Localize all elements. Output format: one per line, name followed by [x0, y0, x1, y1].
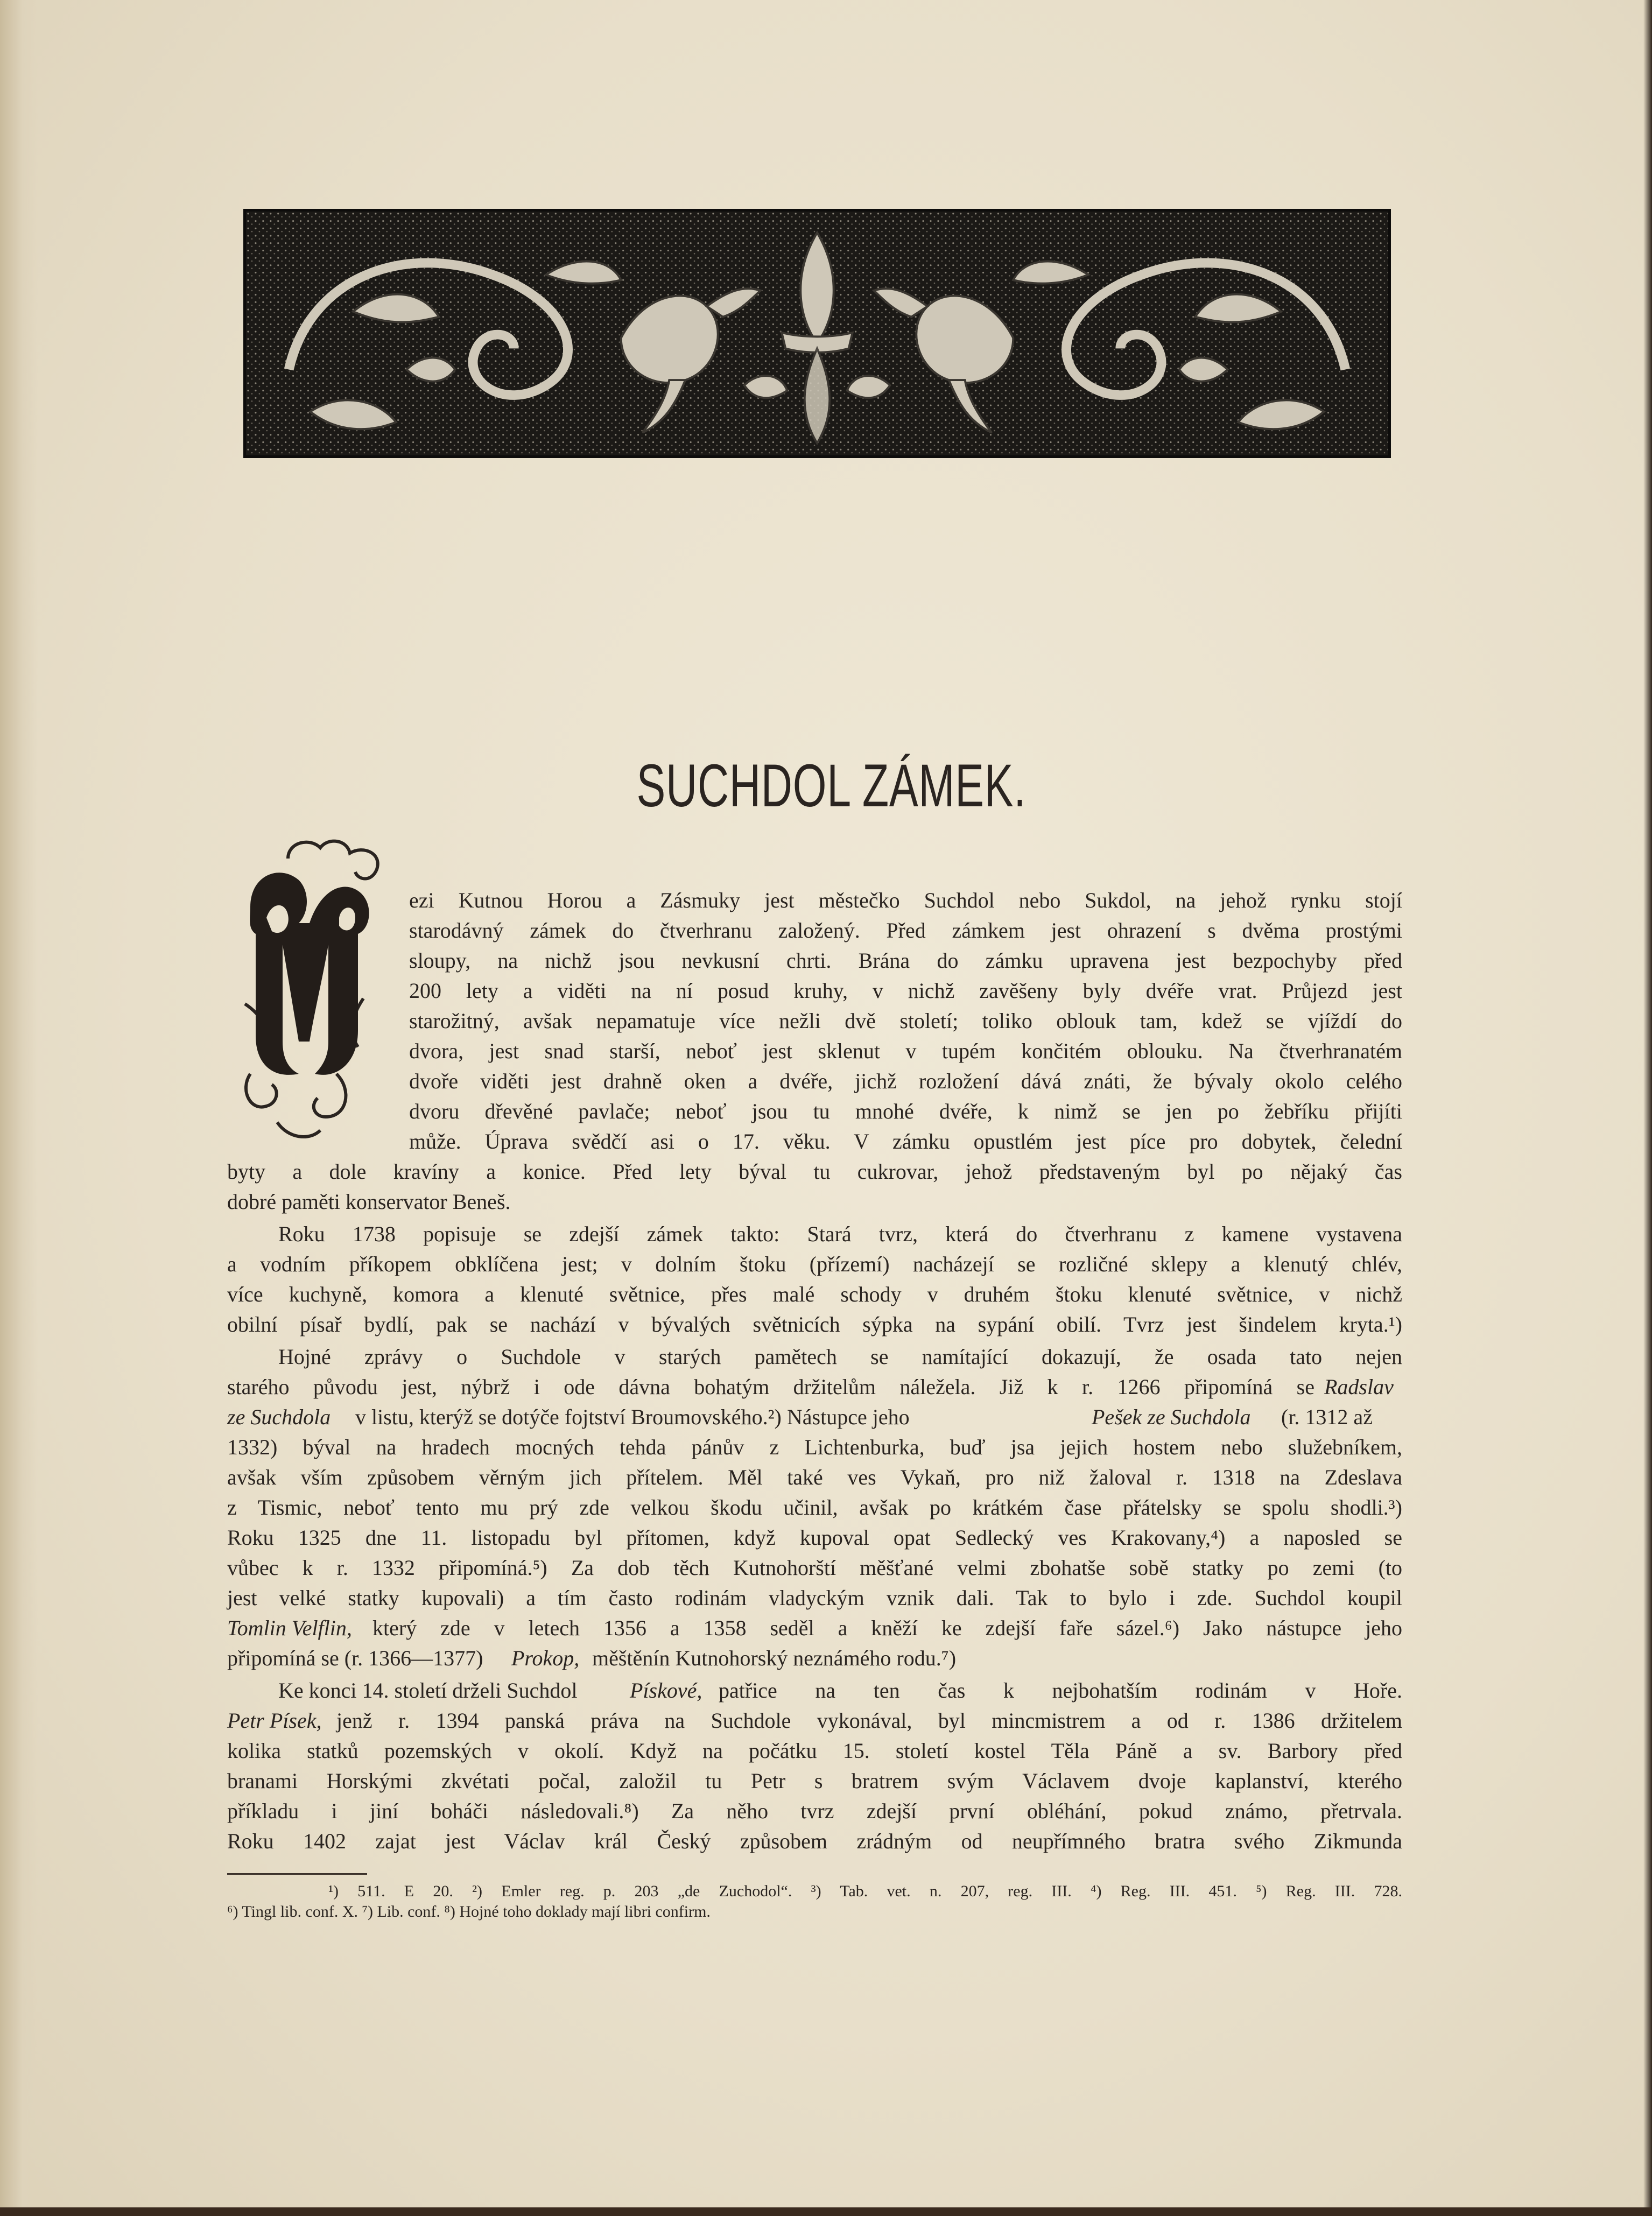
page-bottom-edge	[0, 2207, 1652, 2216]
body-line: příkladu i jiní boháči následovali.⁸) Za něho tvrz zdejší první obléhání, pokud známo, přetrvala.	[227, 1799, 1402, 1823]
body-line: avšak vším způsobem věrným jich přítelem. Měl také ves Vykaň, pro niž žaloval r. 1318 na Zdeslava	[227, 1465, 1402, 1489]
person-name: ze Suchdola	[227, 1405, 331, 1429]
body-line-italic	[1324, 1372, 1394, 1402]
body-line: kolika statků pozemských v okolí. Když na počátku 15. století kostel Těla Páně a sv. Barbory před	[227, 1739, 1402, 1763]
body-line-italic	[227, 1613, 352, 1643]
body-line: sloupy, na nichž jsou nevkusní chrti. Brána do zámku upravena jest bezpochyby před	[409, 948, 1402, 973]
body-line: obilní písař bydlí, pak se nachází v bývalých světnicích sýpka na sypání obilí. Tvrz jest šindelem kryta.¹)	[227, 1312, 1402, 1336]
body-line: starodávný zámek do čtverhranu založený. Před zámkem jest ohrazení s dvěma prostými	[409, 918, 1402, 942]
body-line: z Tismic, neboť tento mu prý zde velkou škodu učinil, avšak po krátkém čase přátelsky se spolu shodli.³)	[227, 1495, 1402, 1519]
body-line: může. Úprava svědčí asi o 17. věku. V zámku opustlém jest píce pro dobytek, čelední	[409, 1129, 1402, 1153]
body-line: který zde v letech 1356 a 1358 seděl a kněží ke zdejší faře sázel.⁶) Jako nástupce jeho	[372, 1616, 1402, 1640]
body-line: starožitný, avšak nepamatuje více nežli dvě století; toliko oblouk tam, kdež se vjíždí do	[409, 1009, 1402, 1033]
body-line: jest velké statky kupovali) a tím často rodinám vladyckým vznik dali. Tak to bylo i zde. Suchdol koupil	[227, 1586, 1402, 1610]
person-name: Petr Písek,	[227, 1708, 322, 1733]
body-line: ezi Kutnou Horou a Zásmuky jest městečko Suchdol nebo Sukdol, na jehož rynku stojí	[409, 888, 1402, 912]
body-line: Roku 1402 zajat jest Václav král Český způsobem zrádným od neupřímného bratra svého Zikmunda	[227, 1829, 1402, 1853]
page-gutter-shadow	[0, 0, 38, 2216]
body-line: 200 lety a viděti na ní posud kruhy, v nichž zavěšeny byly dvéře vrat. Průjezd jest	[409, 979, 1402, 1003]
body-line: připomíná se (r. 1366—1377)	[227, 1646, 483, 1670]
body-line: branami Horskými zkvétati počal, založil tu Petr s bratrem svým Václavem dvoje kaplanství, kterého	[227, 1769, 1402, 1793]
body-line-italic	[1092, 1402, 1250, 1432]
body-line: (r. 1312 až	[1281, 1405, 1373, 1429]
body-line: dvoře viděti jest drahně oken a dvéře, jichž rozložení dává znáti, že bývaly okolo celého	[409, 1069, 1402, 1093]
body-line: patřice na ten čas k nejbohatším rodinám v Hoře.	[719, 1678, 1402, 1703]
body-line: vůbec k r. 1332 připomíná.⁵) Za dob těch Kutnohorští měšťané velmi zbohatše sobě statky po zemi (to	[227, 1556, 1402, 1580]
grotesque-ornament-icon	[246, 212, 1388, 455]
footnote-line: ⁶) Tingl lib. conf. X. ⁷) Lib. conf. ⁸) Hojné toho doklady mají libri confirm.	[227, 1903, 711, 1920]
body-line: dvoru dřevěné pavlače; neboť jsou tu mnohé dvéře, k nimž se jen po žebříku přijíti	[409, 1099, 1402, 1123]
footnote-divider	[227, 1873, 367, 1875]
body-line-italic	[511, 1643, 579, 1673]
body-line: dobré paměti konservator Beneš.	[227, 1190, 511, 1214]
dropcap-ornament-icon	[229, 837, 390, 1155]
person-name: Radslav	[1324, 1375, 1394, 1399]
body-line: Roku 1325 dne 11. listopadu byl přítomen, když kupoval opat Sedlecký ves Krakovany,⁴) a naposled se	[227, 1525, 1402, 1550]
body-line: dvora, jest snad starší, neboť jest sklenut v tupém končitém oblouku. Na čtverhranatém	[409, 1039, 1402, 1063]
body-line: byty a dole kravíny a konice. Před lety býval tu cukrovar, jehož představeným byl po nějaký čas	[227, 1159, 1402, 1184]
body-line: měštěnín Kutnohorský neznámého rodu.⁷)	[592, 1646, 957, 1670]
body-line: Ke konci 14. století drželi Suchdol	[278, 1678, 578, 1703]
body-line: a vodním příkopem obklíčena jest; v dolním štoku (přízemí) nacházejí se rozličné sklepy a klenutý chlév,	[227, 1252, 1402, 1276]
body-line: jenž r. 1394 panská práva na Suchdole vykonával, byl mincmistrem a od r. 1386 držitelem	[336, 1708, 1402, 1733]
body-line-italic	[227, 1402, 331, 1432]
person-name: Pešek ze Suchdola	[1092, 1405, 1251, 1429]
body-line: 1332) býval na hradech mocných tehda pánův z Lichtenburka, buď jsa jejich hostem nebo služebníkem,	[227, 1435, 1402, 1459]
dropcap-letter-m	[229, 837, 390, 1155]
body-line-italic	[227, 1706, 322, 1736]
page-title: SUCHDOL ZÁMEK.	[636, 752, 1027, 819]
body-line: Hojné zprávy o Suchdole v starých pamětech se namítající dokazují, že osada tato nejen	[278, 1345, 1402, 1369]
person-name: Pískové,	[630, 1678, 702, 1703]
body-line: Roku 1738 popisuje se zdejší zámek takto: Stará tvrz, která do čtverhranu z kamene vystavena	[278, 1222, 1402, 1246]
footnote-line: ¹) 511. E 20. ²) Emler reg. p. 203 „de Zuchodol“. ³) Tab. vet. n. 207, reg. III. ⁴) Reg. III. 451. ⁵) Reg. III. 728.	[328, 1882, 1402, 1900]
page-right-edge	[1643, 0, 1652, 2216]
body-line: v listu, kterýž se dotýče fojtství Broumovského.²) Nástupce jeho	[355, 1405, 910, 1429]
person-name: Tomlin Velflin,	[227, 1616, 352, 1640]
body-line-italic	[630, 1676, 702, 1706]
body-line: více kuchyně, komora a klenuté světnice, přes malé schody v druhém štoku klenuté světnice, v nichž	[227, 1282, 1402, 1306]
ornament-banner	[243, 209, 1391, 458]
person-name: Prokop,	[511, 1646, 580, 1670]
body-line: starého původu jest, nýbrž i ode dávna bohatým držitelům náležela. Již k r. 1266 připomíná se	[227, 1375, 1314, 1399]
